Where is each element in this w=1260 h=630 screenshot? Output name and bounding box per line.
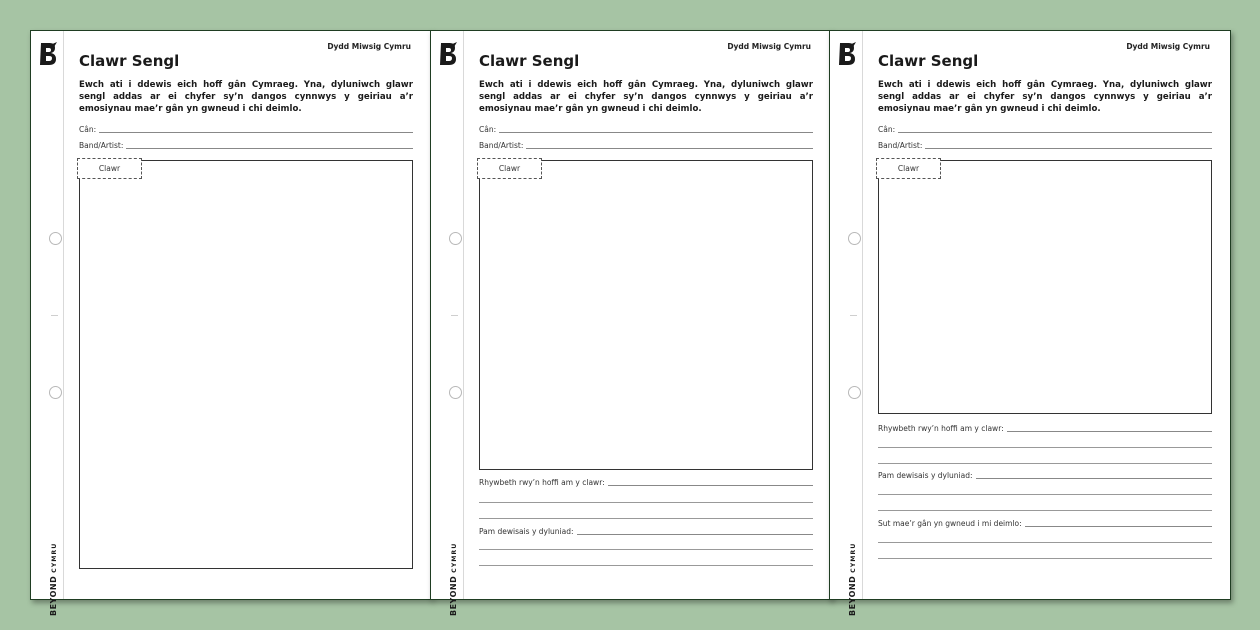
write-line[interactable] <box>1007 431 1212 432</box>
worksheet-page-3 <box>829 30 1231 616</box>
punch-hole-icon <box>449 386 462 399</box>
page-title: Clawr Sengl <box>878 52 979 70</box>
write-line[interactable] <box>976 478 1212 479</box>
cover-drawing-area[interactable] <box>479 160 813 470</box>
brand-wordmark <box>840 543 859 616</box>
song-field[interactable] <box>878 122 1212 134</box>
write-line[interactable] <box>479 565 813 566</box>
beyond-logo-icon <box>837 41 857 67</box>
write-line[interactable] <box>479 502 813 503</box>
instructions: Ewch ati i ddewis eich hoff gân Cymraeg. Yna, dyluniwch glawr sengl addas ar ei chyfer sy’n dangos cynnwys y geiriau a’r emosiynau mae’r gân yn gwneud i chi deimlo. <box>79 80 413 114</box>
worksheet-page-1 <box>30 30 432 616</box>
punch-hole-icon <box>49 232 62 245</box>
write-line[interactable] <box>878 463 1212 464</box>
punch-hole-icon <box>449 232 462 245</box>
header-tag: Dydd Miwsig Cymru <box>727 42 811 51</box>
band-field[interactable] <box>878 138 1212 150</box>
punch-hole-icon <box>848 386 861 399</box>
question-why-label: Pam dewisais y dyluniad: <box>878 471 973 480</box>
song-label: Cân: <box>878 125 896 134</box>
punch-hole-icon <box>49 386 62 399</box>
fold-mark <box>451 315 458 316</box>
binding-margin <box>31 31 64 616</box>
page-title: Clawr Sengl <box>79 52 180 70</box>
beyond-logo-icon <box>438 41 458 67</box>
header-tag: Dydd Miwsig Cymru <box>1126 42 1210 51</box>
brand-sub: CYMRU <box>451 542 458 573</box>
band-label: Band/Artist: <box>79 141 124 150</box>
cover-label: Clawr <box>876 158 941 179</box>
question-feel-label: Sut mae’r gân yn gwneud i mi deimlo: <box>878 519 1022 528</box>
write-line[interactable] <box>878 447 1212 448</box>
instructions: Ewch ati i ddewis eich hoff gân Cymraeg. Yna, dyluniwch glawr sengl addas ar ei chyfer sy’n dangos cynnwys y geiriau a’r emosiynau mae’r gân yn gwneud i chi deimlo. <box>479 80 813 114</box>
write-line[interactable] <box>1025 526 1212 527</box>
band-field[interactable] <box>479 138 813 150</box>
instructions: Ewch ati i ddewis eich hoff gân Cymraeg. Yna, dyluniwch glawr sengl addas ar ei chyfer sy’n dangos cynnwys y geiriau a’r emosiynau mae’r gân yn gwneud i chi deimlo. <box>878 80 1212 114</box>
brand-sub: CYMRU <box>51 542 58 573</box>
write-line[interactable] <box>898 132 1212 133</box>
write-line[interactable] <box>878 510 1212 511</box>
write-line[interactable] <box>479 549 813 550</box>
write-line[interactable] <box>878 558 1212 559</box>
question-like[interactable] <box>878 421 1212 433</box>
band-label: Band/Artist: <box>878 141 923 150</box>
song-field[interactable] <box>79 122 413 134</box>
cover-drawing-area[interactable] <box>79 160 413 569</box>
brand-main: BEYOND <box>449 575 458 616</box>
question-like-label: Rhywbeth rwy’n hoffi am y clawr: <box>878 424 1004 433</box>
worksheet-page-2 <box>430 30 832 616</box>
write-line[interactable] <box>878 542 1212 543</box>
write-line[interactable] <box>925 148 1212 149</box>
write-line[interactable] <box>608 485 813 486</box>
binding-margin <box>431 31 464 616</box>
write-line[interactable] <box>126 148 413 149</box>
binding-margin <box>830 31 863 616</box>
question-like[interactable] <box>479 475 813 487</box>
song-label: Cân: <box>479 125 497 134</box>
cover-label: Clawr <box>77 158 142 179</box>
band-field[interactable] <box>79 138 413 150</box>
brand-main: BEYOND <box>848 575 857 616</box>
question-why[interactable] <box>479 524 813 536</box>
question-like-label: Rhywbeth rwy’n hoffi am y clawr: <box>479 478 605 487</box>
brand-sub: CYMRU <box>850 542 857 573</box>
brand-wordmark <box>441 543 460 616</box>
page-title: Clawr Sengl <box>479 52 580 70</box>
band-label: Band/Artist: <box>479 141 524 150</box>
song-field[interactable] <box>479 122 813 134</box>
write-line[interactable] <box>99 132 413 133</box>
question-why-label: Pam dewisais y dyluniad: <box>479 527 574 536</box>
question-feel[interactable] <box>878 516 1212 528</box>
fold-mark <box>850 315 857 316</box>
brand-main: BEYOND <box>49 575 58 616</box>
fold-mark <box>51 315 58 316</box>
punch-hole-icon <box>848 232 861 245</box>
cover-label: Clawr <box>477 158 542 179</box>
brand-wordmark <box>41 543 60 616</box>
write-line[interactable] <box>479 518 813 519</box>
header-tag: Dydd Miwsig Cymru <box>327 42 411 51</box>
song-label: Cân: <box>79 125 97 134</box>
write-line[interactable] <box>878 494 1212 495</box>
beyond-logo-icon <box>38 41 58 67</box>
write-line[interactable] <box>577 534 813 535</box>
question-why[interactable] <box>878 468 1212 480</box>
write-line[interactable] <box>499 132 813 133</box>
write-line[interactable] <box>526 148 813 149</box>
cover-drawing-area[interactable] <box>878 160 1212 414</box>
